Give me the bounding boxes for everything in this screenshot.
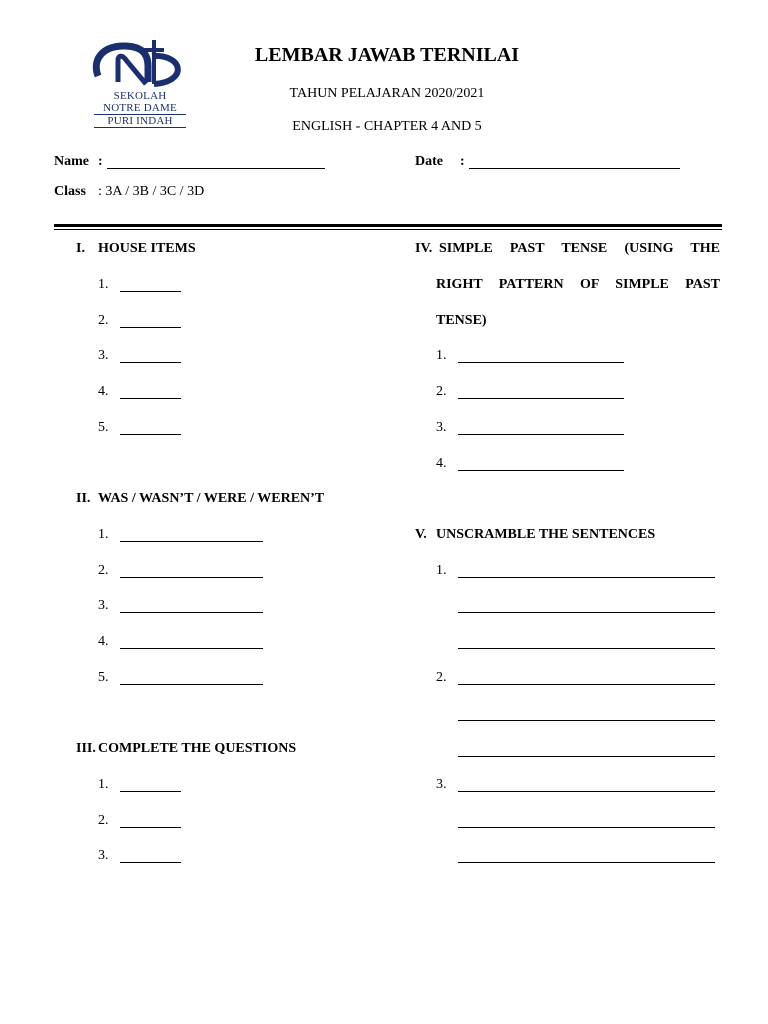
s5-item-number: 2. [436, 670, 447, 685]
s4-answer-2[interactable] [458, 398, 624, 399]
s1-item-number: 5. [98, 420, 109, 435]
section-4-title-line-2: RIGHT PATTERN OF SIMPLE PAST [436, 277, 720, 292]
header-divider-thin [54, 229, 722, 230]
s2-answer-4[interactable] [120, 648, 263, 649]
s2-item-number: 3. [98, 598, 109, 613]
header-divider-thick [54, 224, 722, 227]
s4-item-number: 1. [436, 348, 447, 363]
logo-text-line-1: SEKOLAH [113, 90, 167, 102]
date-label: Date [415, 154, 443, 169]
s1-item-number: 4. [98, 384, 109, 399]
class-label: Class [54, 184, 86, 199]
s5-answer-1-line-3[interactable] [458, 648, 715, 649]
s4-answer-3[interactable] [458, 434, 624, 435]
s5-answer-1-line-2[interactable] [458, 612, 715, 613]
s5-item-number: 1. [436, 563, 447, 578]
s3-answer-2[interactable] [120, 827, 181, 828]
s5-answer-2-line-1[interactable] [458, 684, 715, 685]
s2-item-number: 4. [98, 634, 109, 649]
section-4-title-line-3: TENSE) [436, 313, 487, 328]
logo-text-line-2: NOTRE DAME [103, 102, 177, 114]
s5-answer-2-line-2[interactable] [458, 720, 715, 721]
s2-item-number: 5. [98, 670, 109, 685]
page-title: LEMBAR JAWAB TERNILAI [254, 44, 520, 66]
s4-item-number: 3. [436, 420, 447, 435]
s3-item-number: 3. [98, 848, 109, 863]
s5-item-number: 3. [436, 777, 447, 792]
section-3-title: COMPLETE THE QUESTIONS [98, 741, 297, 756]
s2-answer-2[interactable] [120, 577, 263, 578]
s4-item-number: 4. [436, 456, 447, 471]
s1-item-number: 3. [98, 348, 109, 363]
s5-answer-3-line-2[interactable] [458, 827, 715, 828]
s4-answer-4[interactable] [458, 470, 624, 471]
s5-answer-3-line-1[interactable] [458, 791, 715, 792]
s3-item-number: 1. [98, 777, 109, 792]
s1-item-number: 1. [98, 277, 109, 292]
s2-answer-5[interactable] [120, 684, 263, 685]
section-2-title: WAS / WASN’T / WERE / WEREN’T [98, 491, 325, 506]
section-1-label: I. [76, 241, 85, 256]
name-label: Name [54, 154, 89, 169]
subject-line: ENGLISH - CHAPTER 4 AND 5 [292, 119, 482, 134]
section-2-label: II. [76, 491, 91, 506]
s5-answer-3-line-3[interactable] [458, 862, 715, 863]
section-5-title: UNSCRAMBLE THE SENTENCES [436, 527, 656, 542]
s2-item-number: 1. [98, 527, 109, 542]
s4-answer-1[interactable] [458, 362, 624, 363]
s1-answer-3[interactable] [120, 362, 181, 363]
date-colon: : [460, 154, 465, 169]
class-value: : 3A / 3B / 3C / 3D [98, 184, 205, 199]
s5-answer-2-line-3[interactable] [458, 756, 715, 757]
section-4-label: IV. [415, 241, 433, 256]
section-3-label: III. [76, 741, 96, 756]
s2-answer-1[interactable] [120, 541, 263, 542]
academic-year: TAHUN PELAJARAN 2020/2021 [289, 86, 485, 101]
name-colon: : [98, 154, 103, 169]
s1-answer-4[interactable] [120, 398, 181, 399]
s2-answer-3[interactable] [120, 612, 263, 613]
name-field[interactable] [107, 168, 325, 169]
s3-answer-3[interactable] [120, 862, 181, 863]
section-4-title-line-1: SIMPLE PAST TENSE (USING THE [439, 241, 720, 256]
s3-item-number: 2. [98, 813, 109, 828]
section-1-title: HOUSE ITEMS [98, 241, 196, 256]
s1-item-number: 2. [98, 313, 109, 328]
section-5-label: V. [415, 527, 427, 542]
s5-answer-1-line-1[interactable] [458, 577, 715, 578]
s4-item-number: 2. [436, 384, 447, 399]
s1-answer-1[interactable] [120, 291, 181, 292]
logo-text-line-3: PURI INDAH [94, 114, 186, 128]
s2-item-number: 2. [98, 563, 109, 578]
s1-answer-2[interactable] [120, 327, 181, 328]
date-field[interactable] [469, 168, 680, 169]
s1-answer-5[interactable] [120, 434, 181, 435]
s3-answer-1[interactable] [120, 791, 181, 792]
